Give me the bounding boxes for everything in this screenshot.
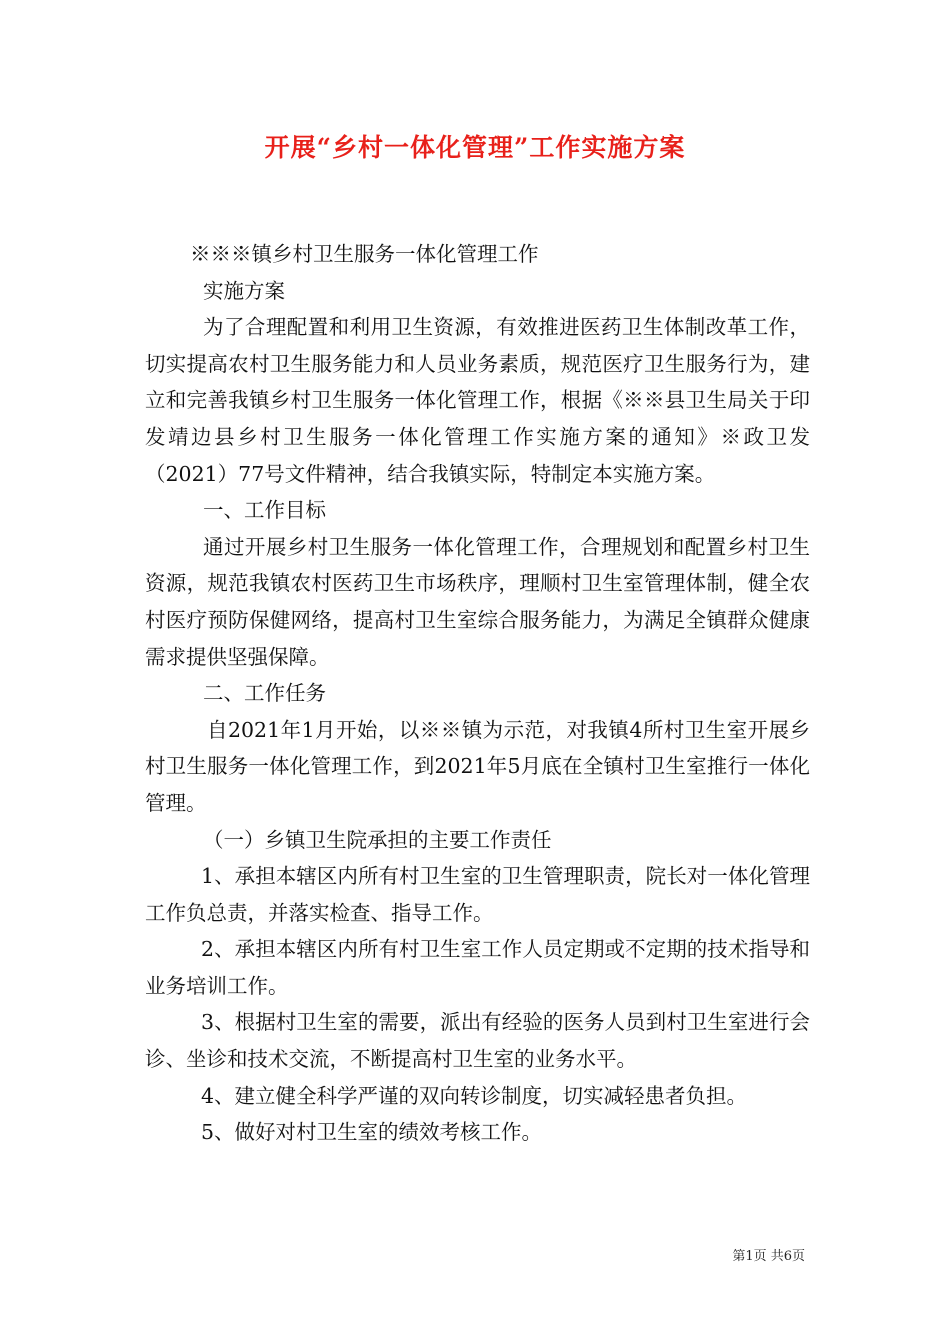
paragraph-tasks: 自2021年1月开始，以※※镇为示范，对我镇4所村卫生室开展乡村卫生服务一体化管理工作，到2021年5月底在全镇村卫生室推行一体化管理。 <box>145 717 810 815</box>
paragraph-intro: 为了合理配置和利用卫生资源，有效推进医药卫生体制改革工作，切实提高农村卫生服务能力和人员业务素质，规范医疗卫生服务行为，建立和完善我镇乡村卫生服务一体化管理工作，根据《※※县卫生局关于印发靖边县乡村卫生服务一体化管理工作实施方案的通知》※政卫发（2021）77号文件精神，结合我镇实际，特制定本实施方案。 <box>145 315 810 486</box>
subsection-heading-responsibilities: （一）乡镇卫生院承担的主要工作责任 <box>203 827 552 852</box>
paragraph-goals: 通过开展乡村卫生服务一体化管理工作，合理规划和配置乡村卫生资源，规范我镇农村医药卫生市场秩序，理顺村卫生室管理体制，健全农村医疗预防保健网络，提高村卫生室综合服务能力，为满足全镇群众健康需求提供坚强保障。 <box>145 534 810 669</box>
paragraph-heading-plan: 实施方案 <box>203 278 285 303</box>
page-number: 第1页 共6页 <box>732 1249 805 1264</box>
list-item-1: 1、承担本辖区内所有村卫生室的卫生管理职责，院长对一体化管理工作负总责，并落实检查、指导工作。 <box>145 864 810 925</box>
list-item-5: 5、做好对村卫生室的绩效考核工作。 <box>201 1120 543 1145</box>
document-body <box>145 236 810 1151</box>
section-heading-goals: 一、工作目标 <box>203 498 326 523</box>
list-item-4: 4、建立健全科学严谨的双向转诊制度，切实减轻患者负担。 <box>201 1083 748 1108</box>
section-heading-tasks: 二、工作任务 <box>203 681 326 706</box>
document-title: 开展“乡村一体化管理”工作实施方案 <box>264 133 686 162</box>
list-item-3: 3、根据村卫生室的需要，派出有经验的医务人员到村卫生室进行会诊、坐诊和技术交流，不断提高村卫生室的业务水平。 <box>145 1010 810 1072</box>
paragraph-heading-org: ※※※镇乡村卫生服务一体化管理工作 <box>190 242 539 266</box>
list-item-2: 2、承担本辖区内所有村卫生室工作人员定期或不定期的技术指导和业务培训工作。 <box>145 937 810 998</box>
